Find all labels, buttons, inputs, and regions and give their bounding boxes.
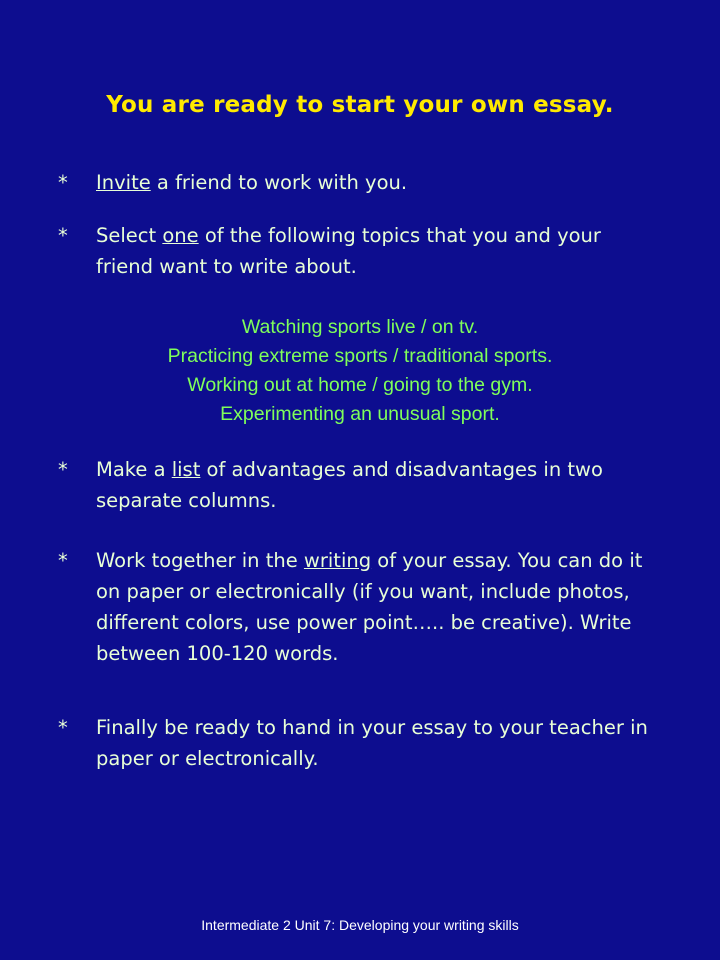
topic-item: Practicing extreme sports / traditional sports. [167, 345, 553, 367]
bullet-select-topic [58, 220, 658, 282]
underlined-word: writing [303, 549, 372, 572]
topic-item: Watching sports live / on tv. [241, 316, 479, 338]
bullet-text: Finally be ready to hand in your essay to your teacher in paper or electronically. [96, 716, 648, 770]
topics-list [0, 313, 720, 429]
bullet-invite-friend [58, 167, 658, 198]
underlined-word: one [162, 224, 199, 247]
bullet-text: Select one of the following topics that you and your friend want to write about. [96, 224, 601, 278]
bullet-marker: * [58, 224, 68, 247]
bullet-marker: * [58, 171, 68, 194]
topic-item: Experimenting an unusual sport. [220, 403, 500, 425]
bullet-marker: * [58, 549, 68, 572]
bullet-text: Work together in the writing of your essay. You can do it on paper or electronically (if you want, include photos, different colors, use power point….. be creative). Write between 100-120 words. [96, 549, 643, 665]
bullet-make-list [58, 454, 658, 516]
bullet-marker: * [58, 458, 68, 481]
underlined-word: list [171, 458, 201, 481]
topic-item: Working out at home / going to the gym. [187, 374, 533, 396]
bullet-text: Make a list of advantages and disadvantages in two separate columns. [96, 458, 603, 512]
bullet-hand-in [58, 712, 658, 774]
slide-title: You are ready to start your own essay. [106, 92, 614, 118]
slide-footer: Intermediate 2 Unit 7: Developing your writing skills [201, 917, 519, 933]
bullet-work-together [58, 545, 658, 669]
bullet-marker: * [58, 716, 68, 739]
bullet-text: Invite a friend to work with you. [96, 171, 408, 194]
underlined-word: Invite [96, 171, 151, 194]
